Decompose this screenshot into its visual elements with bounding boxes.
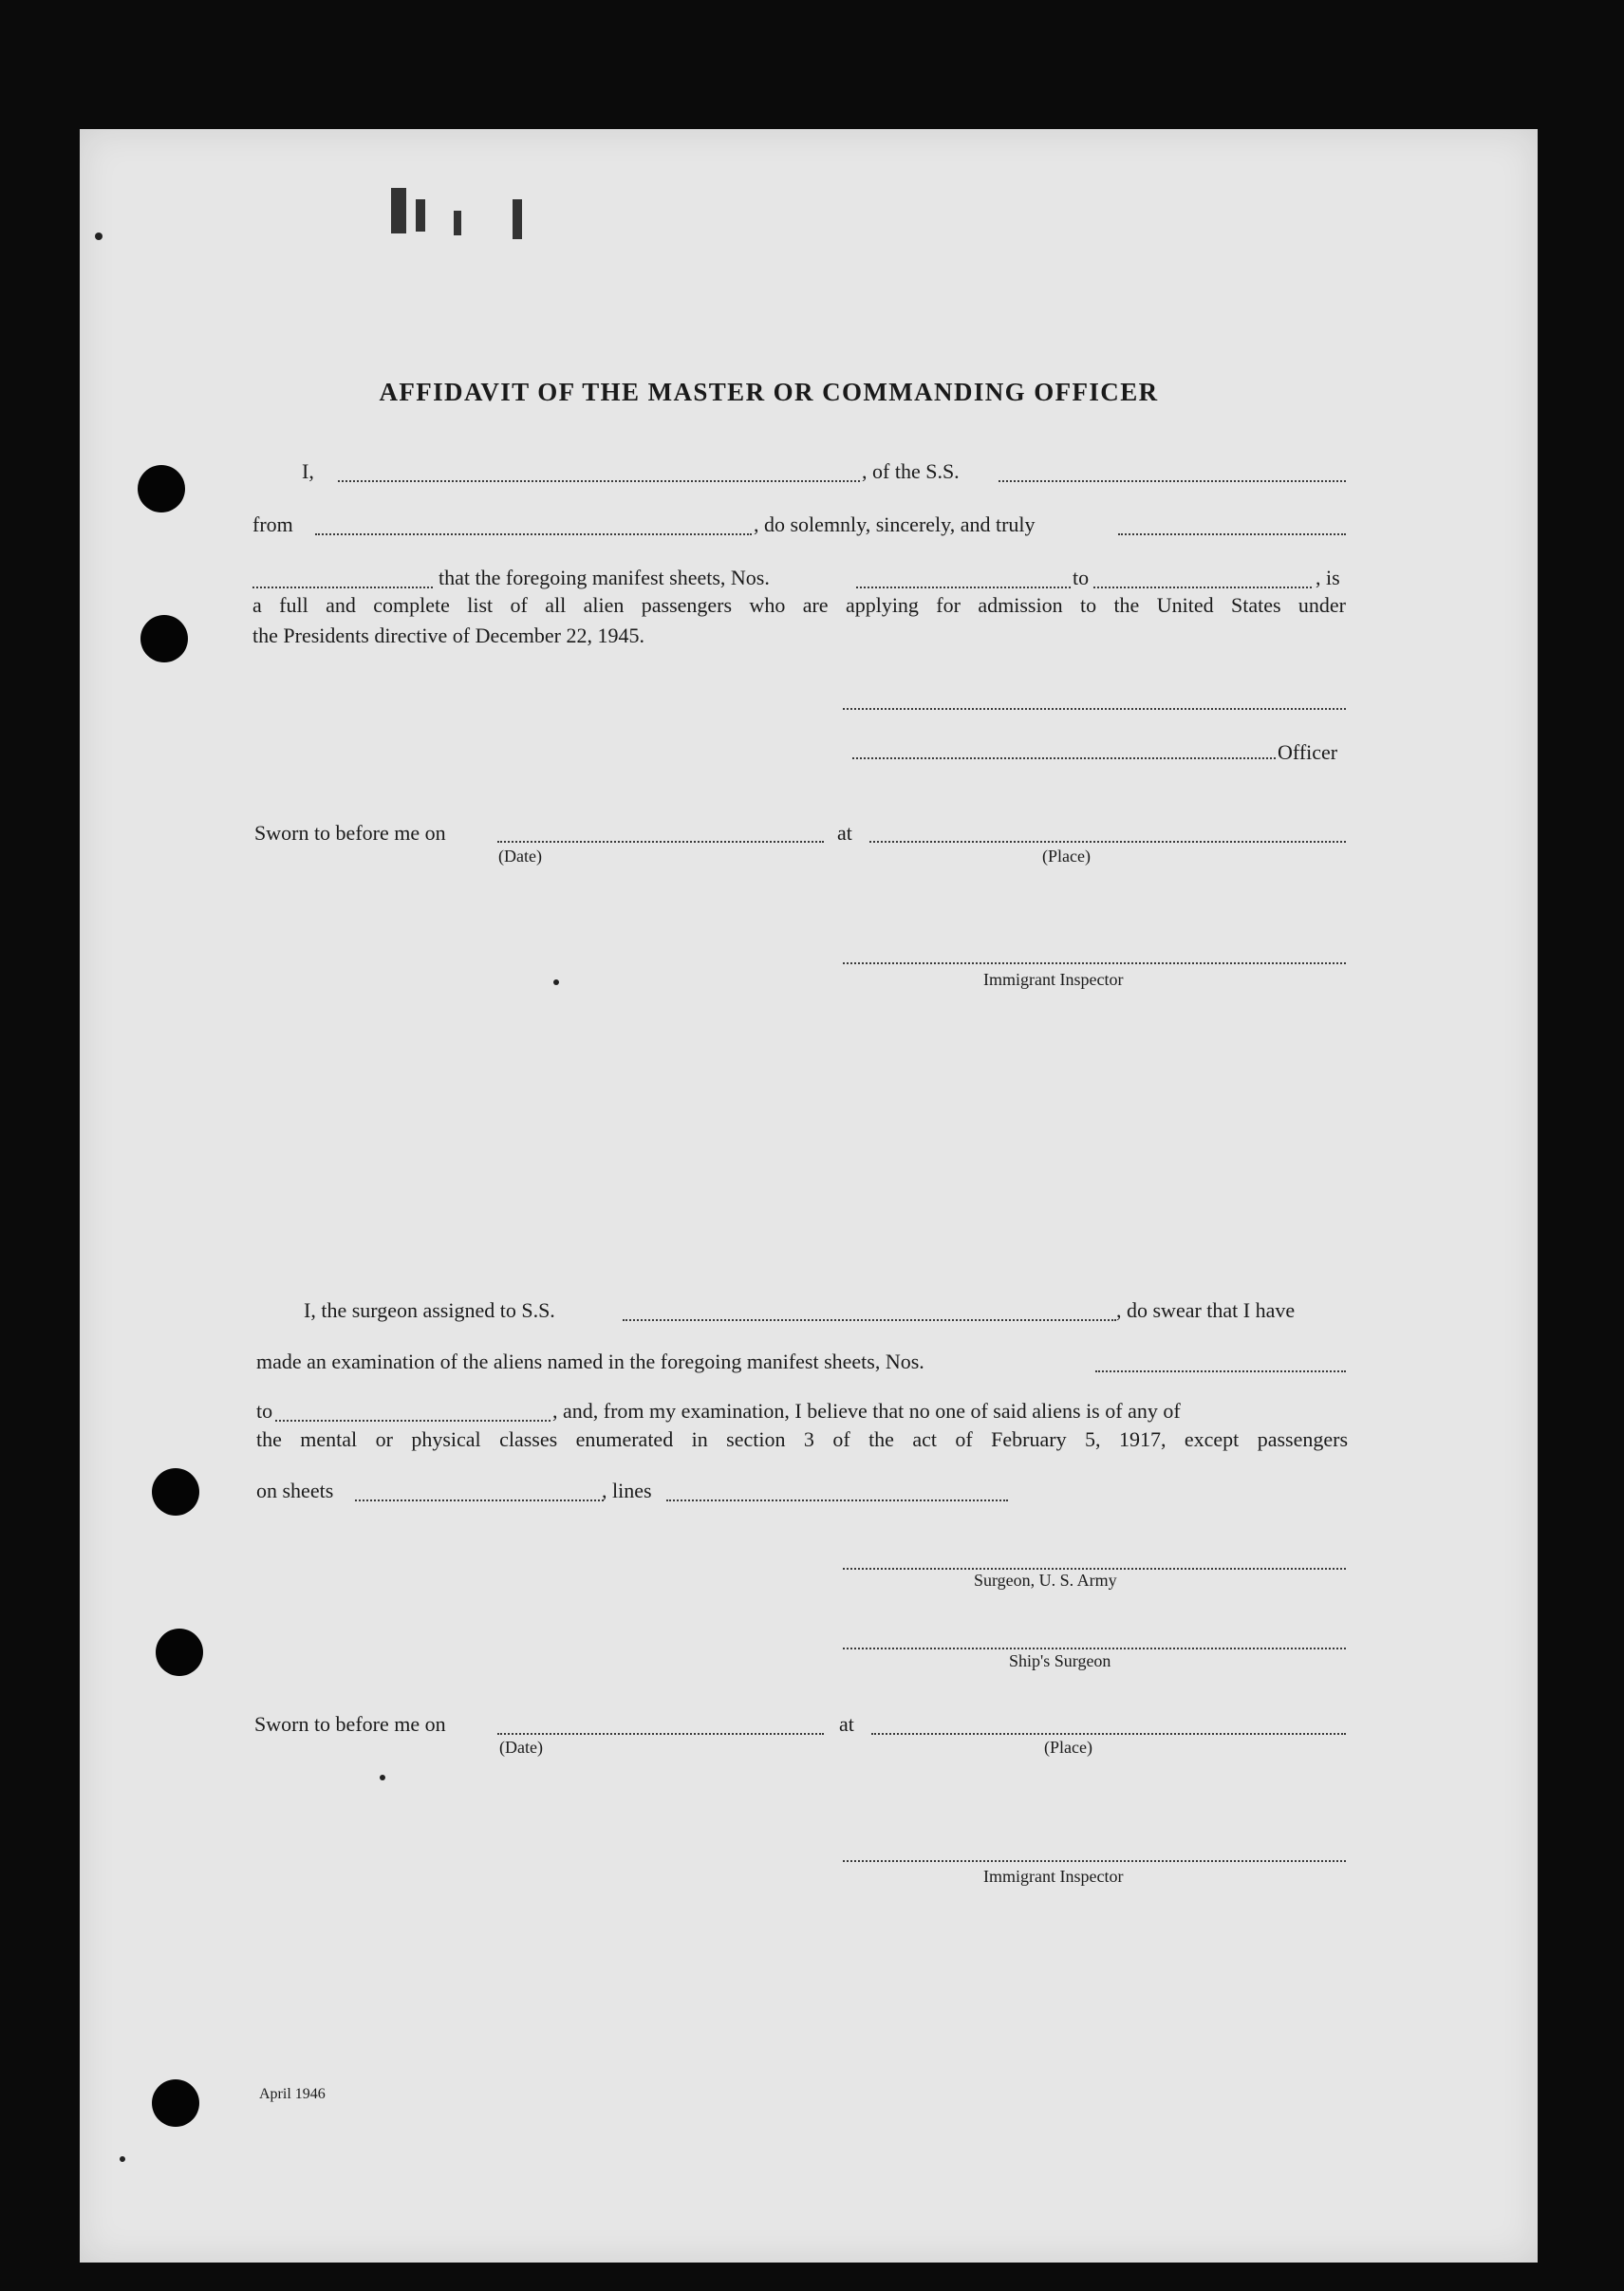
inspector-caption: Immigrant Inspector: [983, 970, 1124, 989]
punch-hole: [140, 615, 188, 662]
dust-speck: [380, 1775, 385, 1780]
place-caption: (Place): [1044, 1738, 1092, 1757]
document-page: [80, 129, 1538, 2263]
punch-hole: [138, 465, 185, 512]
master-name-field[interactable]: [338, 480, 860, 482]
lines-label: , lines: [602, 1479, 652, 1502]
is-label: , is: [1316, 566, 1340, 589]
form-revision-date: April 1946: [259, 2086, 326, 2102]
punch-hole: [156, 1629, 203, 1676]
master-statement-line: the Presidents directive of December 22, 1945.: [252, 624, 644, 647]
from-label: from: [252, 512, 293, 536]
officer-signature-line[interactable]: [852, 757, 1276, 759]
date-caption: (Date): [498, 847, 542, 866]
ink-smudge: [391, 188, 406, 233]
on-sheets-field[interactable]: [355, 1499, 604, 1501]
mental-physical-statement: the mental or physical classes enumerated in section 3 of the act of February 5, 1917, except passengers: [256, 1427, 1348, 1451]
at-label: at: [839, 1712, 854, 1736]
of-ss-label: , of the S.S.: [862, 459, 960, 483]
place-caption: (Place): [1042, 847, 1091, 866]
surgeon-ship-field[interactable]: [623, 1319, 1116, 1321]
manifest-sheets-label: that the foregoing manifest sheets, Nos.: [439, 566, 770, 589]
surgeon-sheets-from-field[interactable]: [1095, 1370, 1346, 1372]
master-i-label: I,: [302, 459, 314, 483]
dust-speck: [95, 233, 103, 240]
sworn-label: Sworn to before me on: [254, 1712, 446, 1736]
sheets-from-field[interactable]: [856, 587, 1071, 588]
oath-continuation-field[interactable]: [252, 587, 433, 588]
punch-hole: [152, 2079, 199, 2127]
inspector-caption: Immigrant Inspector: [983, 1867, 1124, 1886]
inspector-signature-line[interactable]: [843, 1860, 1346, 1862]
on-sheets-label: on sheets: [256, 1479, 334, 1502]
examination-statement: , and, from my examination, I believe that no one of said aliens is of any of: [552, 1399, 1181, 1423]
examination-label: made an examination of the aliens named in the foregoing manifest sheets, Nos.: [256, 1350, 924, 1373]
officer-label: Officer: [1278, 740, 1338, 764]
army-surgeon-caption: Surgeon, U. S. Army: [974, 1571, 1117, 1590]
form-title: AFFIDAVIT OF THE MASTER OR COMMANDING OFFICER: [379, 378, 1159, 406]
master-signature-line[interactable]: [843, 708, 1346, 710]
dust-speck: [120, 2156, 125, 2162]
at-label: at: [837, 821, 852, 845]
surgeon-ss-label: I, the surgeon assigned to S.S.: [304, 1298, 555, 1322]
sworn-date-field[interactable]: [497, 1733, 824, 1735]
oath-field[interactable]: [1118, 533, 1346, 535]
from-port-field[interactable]: [315, 533, 752, 535]
sworn-place-field[interactable]: [869, 841, 1346, 843]
to-label: to: [1073, 566, 1090, 589]
surgeon-sheets-to-field[interactable]: [275, 1420, 551, 1422]
lines-field[interactable]: [666, 1499, 1008, 1501]
sheets-to-field[interactable]: [1093, 587, 1312, 588]
swear-label: , do swear that I have: [1116, 1298, 1296, 1322]
ink-smudge: [416, 199, 425, 232]
ink-smudge: [513, 199, 522, 239]
ships-surgeon-signature-line[interactable]: [843, 1648, 1346, 1649]
inspector-signature-line[interactable]: [843, 962, 1346, 964]
sworn-place-field[interactable]: [871, 1733, 1346, 1735]
sworn-label: Sworn to before me on: [254, 821, 446, 845]
master-statement-line: a full and complete list of all alien passengers who are applying for admission to the United States under: [252, 593, 1346, 617]
date-caption: (Date): [499, 1738, 543, 1757]
surgeon-to-label: to: [256, 1399, 273, 1423]
ships-surgeon-caption: Ship's Surgeon: [1009, 1651, 1111, 1670]
ship-name-field[interactable]: [999, 480, 1346, 482]
ink-smudge: [454, 211, 461, 235]
sworn-date-field[interactable]: [497, 841, 824, 843]
solemnly-label: , do solemnly, sincerely, and truly: [754, 512, 1036, 536]
punch-hole: [152, 1468, 199, 1516]
dust-speck: [553, 979, 559, 985]
